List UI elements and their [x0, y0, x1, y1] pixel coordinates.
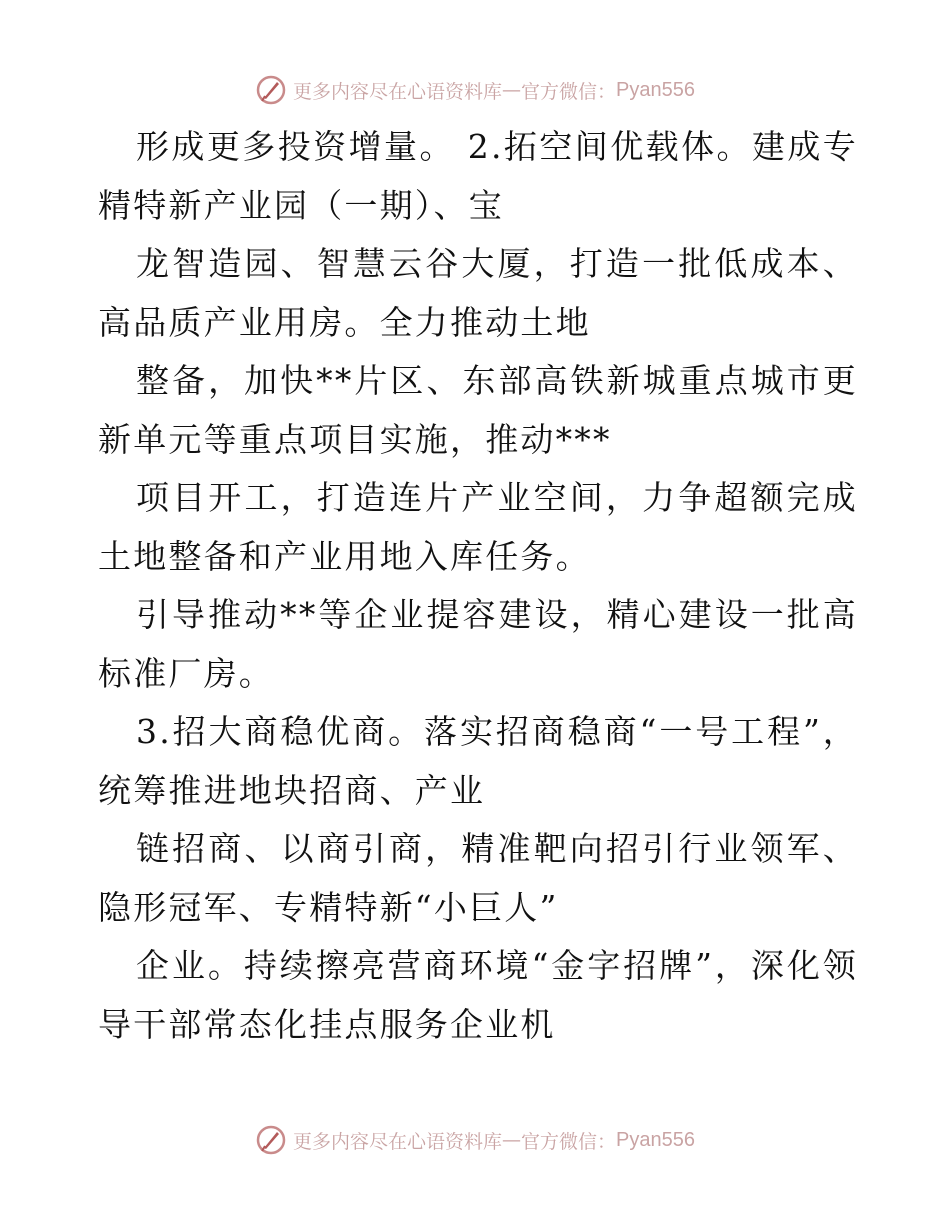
paragraph: 链招商、以商引商，精准靶向招引行业领军、隐形冠军、专精特新“小巨人”: [98, 829, 858, 927]
paragraph: 引导推动**等企业提容建设，精心建设一批高标准厂房。: [98, 595, 858, 693]
feather-pen-logo-icon: [255, 1124, 287, 1156]
footer-watermark: [0, 1120, 950, 1160]
paragraph: 龙智造园、智慧云谷大厦，打造一批低成本、高品质产业用房。全力推动土地: [98, 244, 858, 342]
watermark-brand-text: 更多内容尽在心语资料库: [293, 1130, 503, 1153]
document-body: [98, 118, 858, 1054]
watermark-brand-text: 更多内容尽在心语资料库: [293, 80, 503, 103]
paragraph: 企业。持续擦亮营商环境“金字招牌”，深化领导干部常态化挂点服务企业机: [98, 946, 858, 1044]
header-watermark: [0, 70, 950, 110]
watermark-separator: —: [502, 79, 522, 101]
watermark-separator: —: [502, 1129, 522, 1151]
paragraph: 形成更多投资增量。 2.拓空间优载体。建成专精特新产业园（一期）、宝: [98, 127, 858, 225]
watermark-label-text: 官方微信：: [521, 1130, 617, 1153]
feather-pen-logo-icon: [255, 74, 287, 106]
watermark-wechat-id: Pyan556: [616, 1128, 695, 1151]
paragraph: 项目开工，打造连片产业空间，力争超额完成土地整备和产业用地入库任务。: [98, 478, 858, 576]
watermark-wechat-id: Pyan556: [616, 78, 695, 101]
paragraph: 整备，加快**片区、东部高铁新城重点城市更新单元等重点项目实施，推动***: [98, 361, 858, 459]
watermark-label-text: 官方微信：: [521, 80, 617, 103]
paragraph: 3.招大商稳优商。落实招商稳商“一号工程”，统筹推进地块招商、产业: [98, 712, 858, 810]
